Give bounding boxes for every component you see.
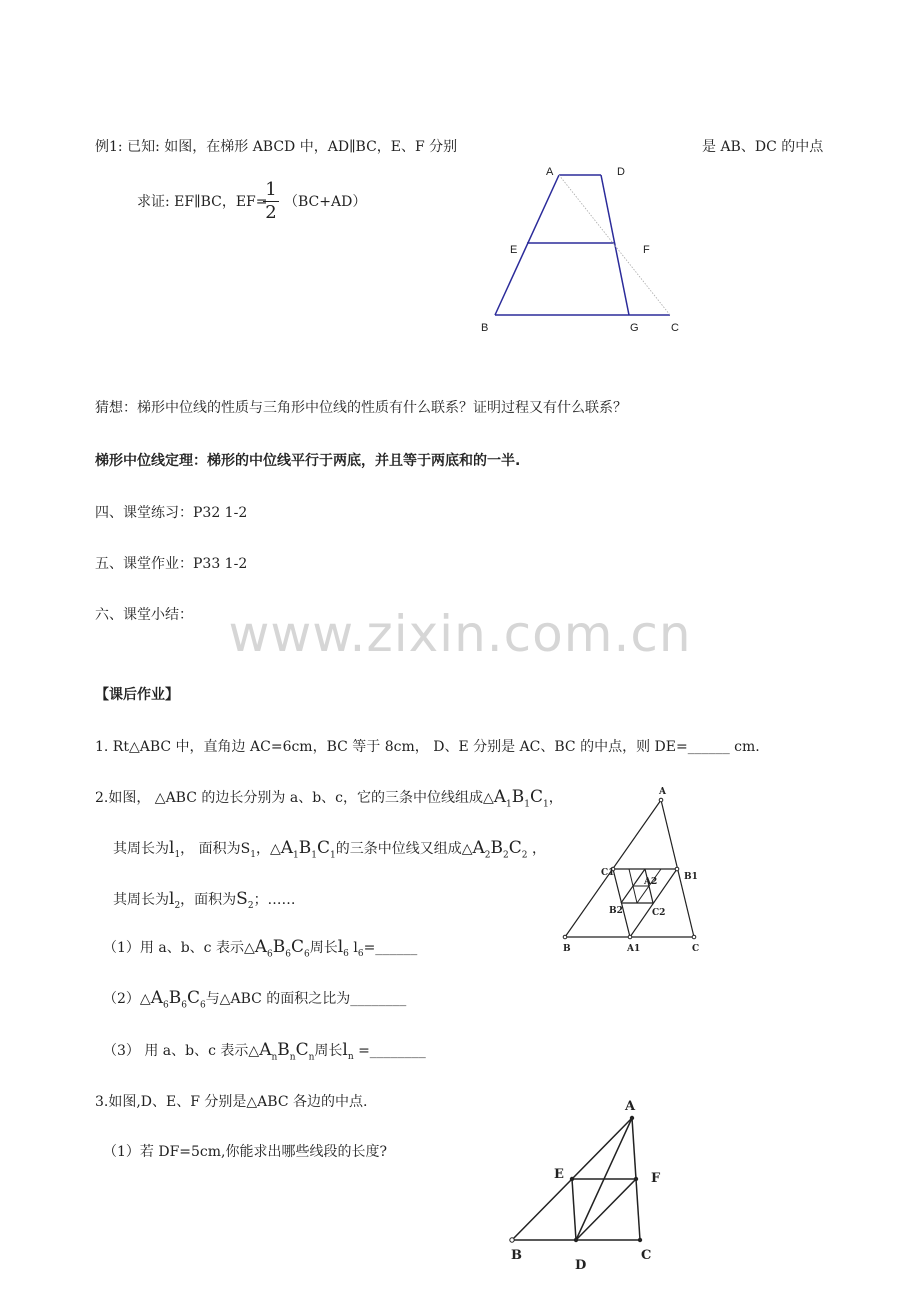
question-2-part3: （3） 用 a、b、c 表示$\triangle A_nB_nC_n$周长$l_n$ =________ [103,1040,426,1063]
medial-triangle-figure [555,780,715,960]
fig2-label-A2: A2 [644,877,658,887]
question-2-part2: $(2)\triangle A_6B_6C_6$与△ABC 的面积之比为________ [103,988,407,1011]
fig3-label-E: E [554,1167,564,1182]
section-6: 六、课堂小结： [95,607,193,623]
fig3-label-C: C [641,1248,652,1263]
fraction-numerator: 1 [265,179,277,200]
fig2-label-A1: A1 [627,944,641,954]
fig3-label-A: A [625,1099,636,1114]
fig3-label-F: F [651,1171,661,1186]
question-2-part1: （1）用 a、b、c 表示$\triangle A_6B_6C_6$周长$l_6$ $l_6=\_\_\_\_\_\_$ [103,937,418,960]
example1-line1-right: 是 AB、DC 的中点 [702,139,824,155]
fig2-label-C1: C1 [601,868,615,878]
question-3: 3.如图,D、E、F 分别是△ABC 各边的中点. [95,1094,368,1110]
homework-title: 【课后作业】 [95,687,179,703]
fig1-label-F: F [643,244,650,256]
midpoint-triangle-figure [495,1090,675,1280]
fig2-label-C2: C2 [652,908,666,918]
fig2-label-C: C [692,944,700,954]
example1-prove-prefix: 求证: EF∥BC，EF= [137,194,268,210]
q2-line1-text: 2.如图， △ABC 的边长分别为 a、b、c，它的三条中位线组成△ [95,790,494,806]
fig1-label-C: C [671,322,679,334]
fig1-label-A: A [546,166,554,178]
watermark: www.zixin.com.cn [228,605,692,663]
trapezoid-figure [470,160,690,340]
fig1-label-B: B [481,322,489,334]
question-1: 1. Rt△ABC 中，直角边 AC=6cm，BC 等于 8cm， D、E 分别是 AC、BC 的中点，则 DE=______ cm. [95,739,760,755]
section-5: 五、课堂作业：P33 1-2 [95,556,248,572]
question-2-line1: 2.如图， △ABC 的边长分别为 a、b、c，它的三条中位线组成$\triangle A_1B_1C_1$， [95,787,563,810]
example1-line1: 例1: 已知: 如图，在梯形 ABCD 中，AD∥BC，E、F 分别 [95,139,458,155]
theorem-text: 梯形中位线定理：梯形的中位线平行于两底，并且等于两底和的一半. [95,453,521,469]
question-2-line2: 其周长为$l_1$， 面积为$S_1$，$\triangle A_1B_1C_1$的三条中位线又组成$\triangle A_2B_2C_2$ ， [113,838,546,861]
fig2-label-A: A [659,787,666,797]
example1-prove-suffix: （BC+AD） [284,194,367,210]
conjecture-text: 猜想：梯形中位线的性质与三角形中位线的性质有什么联系？证明过程又有什么联系？ [95,400,627,416]
fig1-label-E: E [510,244,518,256]
fig2-label-B2: B2 [609,906,623,916]
fig2-label-B: B [563,944,571,954]
question-3-part1: （1）若 DF=5cm,你能求出哪些线段的长度? [103,1144,388,1160]
section-4: 四、课堂练习：P32 1-2 [95,505,248,521]
fig3-label-D: D [575,1258,587,1273]
one-half-fraction [263,180,279,223]
fraction-denominator: 2 [265,202,277,223]
fig1-label-D: D [617,166,625,178]
fig2-label-B1: B1 [684,872,698,882]
fig1-label-G: G [630,322,639,334]
fig3-label-B: B [511,1248,522,1263]
question-2-line3: 其周长为$l_2$，面积为$S_2$；…… [113,889,296,911]
